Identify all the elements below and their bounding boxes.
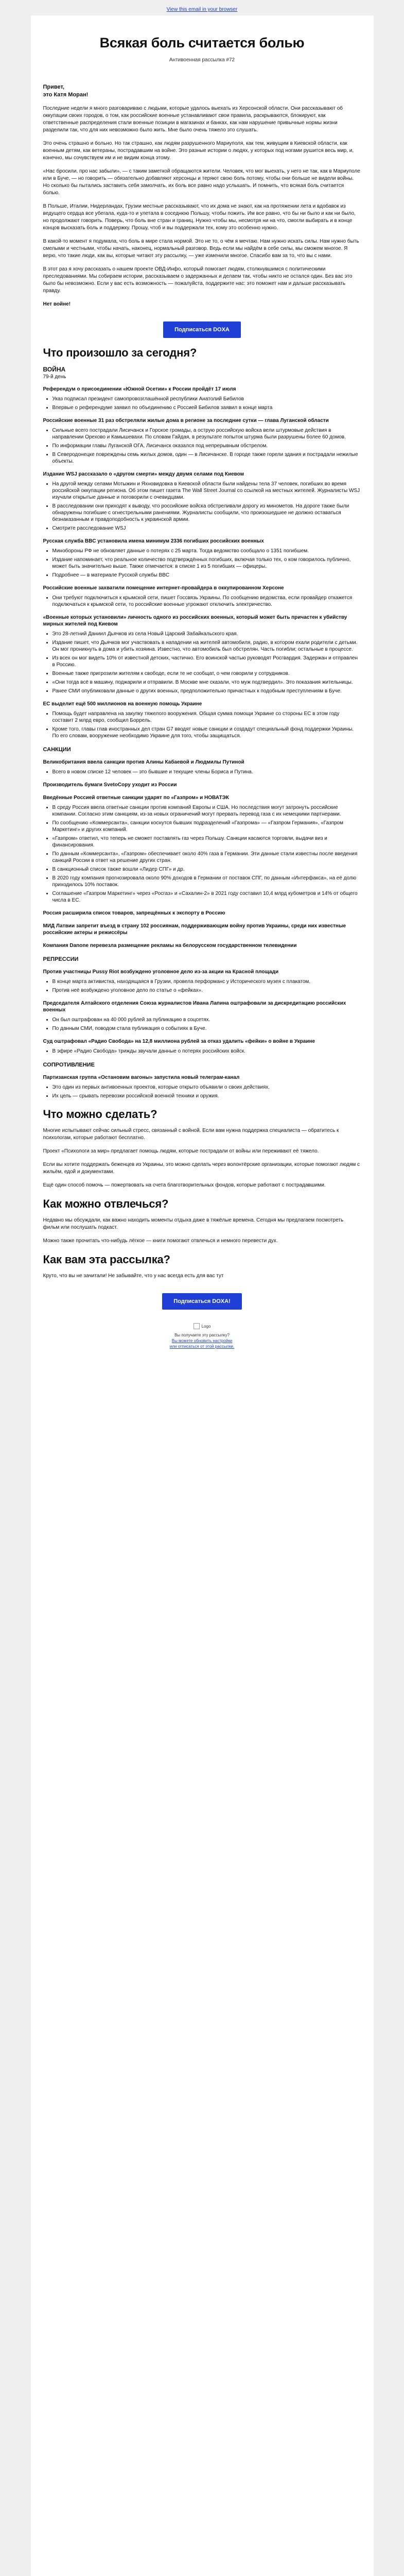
- news-bullets: [43, 396, 361, 411]
- intro-paragraph: В Польше, Италии, Нидерландах, Грузии местные рассказывают, что их дома не знают, как на протяжении лета и вдобавок из ведущего сердца все убегала, куда-то и улетала в соседнюю Польшу, чтобы пожить. Им все равно, что бы ни было и как ни было, но продолжают говорить. Поверь, что боль вне стран и границ. Нужно чтобы мы, несмотря ни на что, смогли выбирать и в конце концов высказать боль и поддержку. Прошу, чтоб и вы поддержали тех, кому это особенно нужно.: [43, 204, 356, 231]
- news-title: Против участницы Pussy Riot возбуждено уголовное дело из-за акции на Красной площади: [43, 969, 279, 975]
- news-bullets: [43, 548, 361, 579]
- page-title: Всякая боль считается болью: [99, 35, 305, 50]
- top-bar: [0, 0, 404, 15]
- news-bullets: [43, 1084, 361, 1099]
- sanctions-heading: САНКЦИИ: [43, 747, 71, 753]
- do-paragraph: Если вы хотите поддержать беженцев из Украины, это можно сделать через волонтёрские организации, которые помогают людям с жильём, едой и документами.: [43, 1162, 360, 1175]
- news-bullet: • Соглашение «Газпром Маркетинг» через «Росгаз» и «Сахалин-2» в 2021 году составил 10,4 млрд кубометров и 14% от общего числа в ЕС.: [52, 890, 361, 904]
- news-bullet: • Минобороны РФ не обновляет данные о потерях с 25 марта. Тогда ведомство сообщало о 1351 погибшем.: [52, 548, 361, 554]
- intro-paragraph: В какой-то момент я подумала, что боль в мире стала нормой. Это не то, о чём я мечтаю. Нам нужно искать силы. Нам нужно быть смелыми и честными, чтобы начать, наконец, нормальный разговор. Ведь если мы найдём в себе силы, мы сможем многое. Я верю, что такие люди, как вы, которые читают эту рассылку, — уже изменили многое. Спасибо вам за то, что вы с нами.: [43, 239, 359, 259]
- extra-news-item: МИД Латвии запретит въезд в страну 102 россиянам, поддерживающим войну против Украины, среди них известные российские актеры и режиссёры: [43, 923, 346, 936]
- footer-line: Вы получаете эту рассылку?: [174, 1333, 230, 1337]
- news-title: Референдум о присоединении «Южной Осетии» к России пройдёт 17 июля: [43, 386, 236, 392]
- news-bullet: • Против неё возбуждено уголовное дело по статье о «фейках».: [52, 987, 361, 994]
- distract-section: [43, 1217, 361, 1245]
- news-bullet: • В конце марта активистка, находящаяся в Грузии, провела перформанс у Исторического музея с плакатом.: [52, 978, 361, 985]
- news-title: «Военные которых установили» личность одного из российских военных, который может быть причастен к убийству мирных жителей под Киевом: [43, 615, 347, 627]
- news-bullet: • Это 28-летний Даниил Дьячков из села Новый Царский Забайкальского края.: [52, 631, 361, 637]
- news-bullet: • Это один из первых антивоенных проектов, которые открыто объявили о своих действиях.: [52, 1084, 361, 1091]
- intro-paragraph: В этот раз я хочу рассказать о нашем проекте ОВД-Инфо, который помогает людям, столкнувшимся с политическими преследованиями. Мы собираем истории, рассказываем о задержанных и делаем так, чтобы никто не остался один. Без вас это было бы невозможно. Если у вас есть возможность — пожалуйста, поддержите нас: это поможет нам и дальше рассказывать правду.: [43, 266, 353, 294]
- news-bullet: • Они требуют подключиться к крымской сети, пишет Госсвязь Украины. По сообщению ведомства, если провайдер откажется подключаться к крымской сети, то российские военные угрожают отключить электричество.: [52, 595, 361, 608]
- extra-news-item: Компания Danone перевезла размещение рекламы на белорусском государственном телевидении: [43, 943, 297, 948]
- footer: [43, 1323, 361, 1349]
- news-bullet: • В эфире «Радио Свобода» трижды звучали данные о потерях российских войск.: [52, 1048, 361, 1055]
- news-bullet: • По информации главы Луганской ОГА, Лисичанск оказался под непрерывным обстрелом.: [52, 443, 361, 449]
- news-bullet: • «Газпром» ответил, что теперь не сможет поставлять газ через Польшу. Санкции касаются торговли, выдачи виз и финансирования.: [52, 835, 361, 849]
- news-bullet: • Кроме того, главы глав иностранных дел стран G7 вводят новые санкции и создадут специальный фонд поддержки Украины. По его словам, вооружение необходимо Украине для того, чтобы защищаться.: [52, 726, 361, 739]
- day-label: 79-й день: [43, 374, 66, 380]
- greeting-line-2: это Катя Моран!: [43, 92, 89, 98]
- news-bullet: • Смотрите расследование WSJ: [52, 525, 361, 532]
- rate-text: Круто, что вы не зачитали! Не забывайте, что у нас всегда есть для вас тут: [43, 1273, 224, 1279]
- news-bullets: [43, 427, 361, 465]
- news-bullet: • В среду Россия ввела ответные санкции против компаний Европы и США. Но последствия могут затронуть российские компании. Согласно этим санкциям, из-за новых ограничений могут прервать перевод газа с их немецкими партнерами.: [52, 804, 361, 818]
- resistance-heading: СОПРОТИВЛЕНИЕ: [43, 1062, 95, 1068]
- distract-paragraph: Недавно мы обсуждали, как важно находить моменты отдыха даже в тяжёлые времена. Сегодня мы предлагаем посмотреть фильм или послушать подкаст.: [43, 1217, 344, 1230]
- sanctions-list: [43, 759, 361, 917]
- war-heading: ВОЙНА: [43, 366, 66, 373]
- closing-line: Нет войне!: [43, 301, 71, 307]
- news-bullets: [43, 710, 361, 739]
- news-bullet: • Из всех он мог видеть 10% от известной детских, частично. Его воинской частью руководят Росгвардия. Задержан и отправлен в Россию.: [52, 655, 361, 668]
- news-bullet: • На другой между селами Мотыжин и Яхновидовка в Киевской области были найдены тела 37 человек, погибших во время российской оккупации региона. Об этом пишет газета The Wall Street Journal со ссылкой на местных жителей. Журналисты WSJ изучали открытые данные и поговорили с очевидцами.: [52, 481, 361, 501]
- news-title: Российские военные захватили помещение интернет-провайдера в оккупированном Херсоне: [43, 585, 284, 591]
- footer-line[interactable]: или отписаться от этой рассылки.: [169, 1344, 235, 1349]
- do-paragraph: Многие испытывают сейчас сильный стресс, связанный с войной. Если вам нужна поддержка специалиста — обратитесь к психологам, которые работают бесплатно.: [43, 1128, 339, 1141]
- news-bullet: • По данным «Коммерсанта», «Газпром» обеспечивает около 40% газа в Германии. Эти данные стали известны после введения санкций России в ответ на решение других стран.: [52, 851, 361, 864]
- news-bullet: • Подробнее — в материале Русской службы BBC: [52, 572, 361, 579]
- section-what-happened: Что произошло за сегодня?: [43, 346, 197, 359]
- news-bullet: • Их цель — срывать перевозки российской военной техники и оружия.: [52, 1093, 361, 1099]
- news-bullets: [43, 804, 361, 904]
- issue-label: Антивоенная рассылка #72: [169, 57, 235, 63]
- news-bullet: • Указ подписал президент самопровозглашённой республики Анатолий Бибилов: [52, 396, 361, 402]
- news-title: Введённые Россией ответные санкции ударят по «Газпром» и НОВАТЭК: [43, 795, 229, 801]
- news-title: ЕС выделит ещё 500 миллионов на военную помощь Украине: [43, 701, 202, 707]
- news-bullet: • Всего в новом списке 12 человек — это бывшие и текущие члены Бориса и Путина.: [52, 769, 361, 775]
- news-bullets: [43, 1048, 361, 1055]
- news-bullet: • В 2020 году компания прогнозировала около 90% доходов в Германии от поставок СПГ, по данным «Интерфакса», на её долю приходилось 10% поставок.: [52, 875, 361, 888]
- do-section: [43, 1127, 361, 1189]
- news-bullet: • Ранее СМИ опубликовали данные о других военных, предположительно причастных к подобным преступлениям в Буче.: [52, 688, 361, 694]
- subscribe-button-bottom[interactable]: Подписаться DOXA!: [162, 1293, 241, 1310]
- repressions-list: [43, 969, 361, 1055]
- news-bullet: • По данным СМИ, поводом стала публикация о событиях в Буче.: [52, 1025, 361, 1032]
- resistance-list: [43, 1074, 361, 1099]
- logo-icon: [194, 1323, 200, 1329]
- section-rate: Как вам эта рассылка?: [43, 1253, 170, 1266]
- news-title: Российские военные 31 раз обстреляли жилые дома в регионе за последние сутки — глава Луганской области: [43, 418, 329, 423]
- intro-section: [43, 105, 361, 308]
- footer-line[interactable]: Вы можете обновить настройки: [171, 1338, 233, 1343]
- news-title: Великобритания ввела санкции против Алины Кабаевой и Людмилы Путиной: [43, 759, 244, 765]
- news-bullets: [43, 978, 361, 994]
- news-title: Издание WSJ рассказало о «другом смерти» между двумя селами под Киевом: [43, 471, 244, 477]
- news-title: Производитель бумаги SvetoCopy уходит из России: [43, 782, 177, 788]
- section-distract: Как можно отвлечься?: [43, 1197, 169, 1210]
- news-bullets: [43, 595, 361, 608]
- distract-paragraph: Можно также прочитать что-нибудь лёгкое — книги помогают отвлечься и немного перевести дух.: [43, 1238, 278, 1244]
- logo-text: Logo: [201, 1324, 211, 1329]
- news-bullet: • В санкционный список также вошли «Лидер СПГ» и др.: [52, 866, 361, 873]
- do-paragraph: Ещё один способ помочь — пожертвовать на счета благотворительных фондов, которые работают с пострадавшими.: [43, 1182, 326, 1188]
- news-bullet: • Сильные всего пострадали Лисичанск и Горское громады, а острую российскую войска вели штурмовые действия в направлении Орехово и Камышевахи. По словам Гайдая, в результате попыток штурма были разрушены более 60 домов.: [52, 427, 361, 440]
- subscribe-button[interactable]: Подписаться DOXA: [163, 321, 241, 338]
- news-title: Русская служба BBC установила имена минимум 2336 погибших российских военных: [43, 538, 264, 544]
- news-title: Председателя Алтайского отделения Союза журналистов Ивана Лапина оштрафовали за дискредитацию российских военных: [43, 1001, 346, 1013]
- extra-news: [43, 923, 361, 949]
- news-bullet: • «Они тогда всё в машину, поджарили и отправили. В Москве мне сказали, что муж подтвердил». Это показания жительницы.: [52, 679, 361, 686]
- news-bullet: • В расследовании они приходят к выводу, что российские войска обстреливали дорогу из минометов. На дороге также были обнаружены погибшие с огнестрельными ранениями. Журналисты сообщили, что произошедшее не должно оставаться безнаказанным и правдоподобность к украинской армии.: [52, 503, 361, 523]
- news-bullet: • Издание пишет, что Дьячков мог участвовать в нападении на жителей автомобиля, радио, в котором ехали родители с детьми. Он мог проникнуть в дома и убить хозяина. Известно, что автомобиль был обстрелян. Часть погибли; остальные в процессе.: [52, 639, 361, 653]
- greeting-line-1: Привет,: [43, 84, 65, 90]
- news-bullet: • В Северодонецке повреждены семь жилых домов, один — в Лисичанске. В городе также горели здания и пострадали нежилые объекты.: [52, 451, 361, 465]
- repressions-heading: РЕПРЕССИИ: [43, 956, 79, 962]
- news-title: Партизанская группа «Остановим вагоны» запустила новый телеграм-канал: [43, 1075, 240, 1080]
- news-title: Суд оштрафовал «Радио Свобода» на 12,8 миллиона рублей за отказ удалить «фейки» о войне в Украине: [43, 1039, 315, 1044]
- news-bullet: • Он был оштрафован на 40 000 рублей за публикацию в соцсетях.: [52, 1016, 361, 1023]
- section-what-to-do: Что можно сделать?: [43, 1108, 157, 1121]
- news-bullet: • Военные также пригрозили жителям к свободе, если те не сообщат, о чем говорили у сотрудников.: [52, 670, 361, 677]
- view-in-browser-link[interactable]: View this email in your browser: [166, 7, 238, 12]
- news-bullets: [43, 1016, 361, 1032]
- intro-paragraph: «Нас бросили, про нас забыли», — с таким заметкой обращаются жители. Человек, что мог выехать, у него не так, как в Мариуполе или в Буче, — но говорить — обязательно добавляют херсонцы и теряют свою боль потому, чтобы они больше не видели войны. Но сколько бы пытались заставить себя замолчать, их боль все равно надо услышать. И помнить, что всякая боль считается болью.: [43, 168, 360, 196]
- news-list: [43, 386, 361, 739]
- news-bullets: [43, 769, 361, 775]
- news-bullets: [43, 631, 361, 694]
- news-bullets: [43, 481, 361, 532]
- email-body: [31, 15, 374, 2576]
- news-bullet: • Впервые о референдуме заявил по объединению с Россией Бибилов заявил в конце марта: [52, 404, 361, 411]
- news-bullet: • Издание напоминает, что реальное количество подтверждённых погибших, включая только тех, о ком говорилось публично, может быть значительно выше. Также отмечается: в списке 1 из 5 погибших — офицеры.: [52, 556, 361, 570]
- do-paragraph: Проект «Психологи за мир» предлагает помощь людям, которые пострадали от войны или переживают её тяжело.: [43, 1148, 319, 1154]
- intro-paragraph: Последние недели я много разговариваю с людьми, которые удалось выехать из Херсонской области. Они рассказывают об оккупации своих городов, о том, как российские военные устанавливают свои правила, раскрываются, блокируют, как ответственные распределения стали военные позиции в магазинах и банках, как нам нарушение привычные нормы жизни разделили так, что для них невозможно было жить. Мне было очень тяжело это слушать.: [43, 106, 343, 133]
- footer-logo: [194, 1323, 211, 1329]
- news-title: Россия расширила список товаров, запрещённых к экспорту в Россию: [43, 910, 225, 916]
- intro-paragraph: Это очень страшно и больно. Но так страшно, как людям разрушенного Мариуполя, как тем, живущим в Киевской области, как военным детям, как ветераны, пострадавшим на войне. Это разные истории о людях, у которых под ногами рушится весь мир, и, конечно, мы сочувствуем им и не видим конца этому.: [43, 141, 354, 161]
- news-bullet: • По сообщению «Коммерсанта», санкции коснутся бывших подразделений «Газпрома» — «Газпром Германия», «Газпром Маркетинг» и других компаний.: [52, 820, 361, 833]
- news-bullet: • Помощь будет направлена на закупку тяжелого вооружения. Общая сумма помощи Украине со стороны ЕС в этом году составит 2 млрд евро, сообщил Боррель.: [52, 710, 361, 724]
